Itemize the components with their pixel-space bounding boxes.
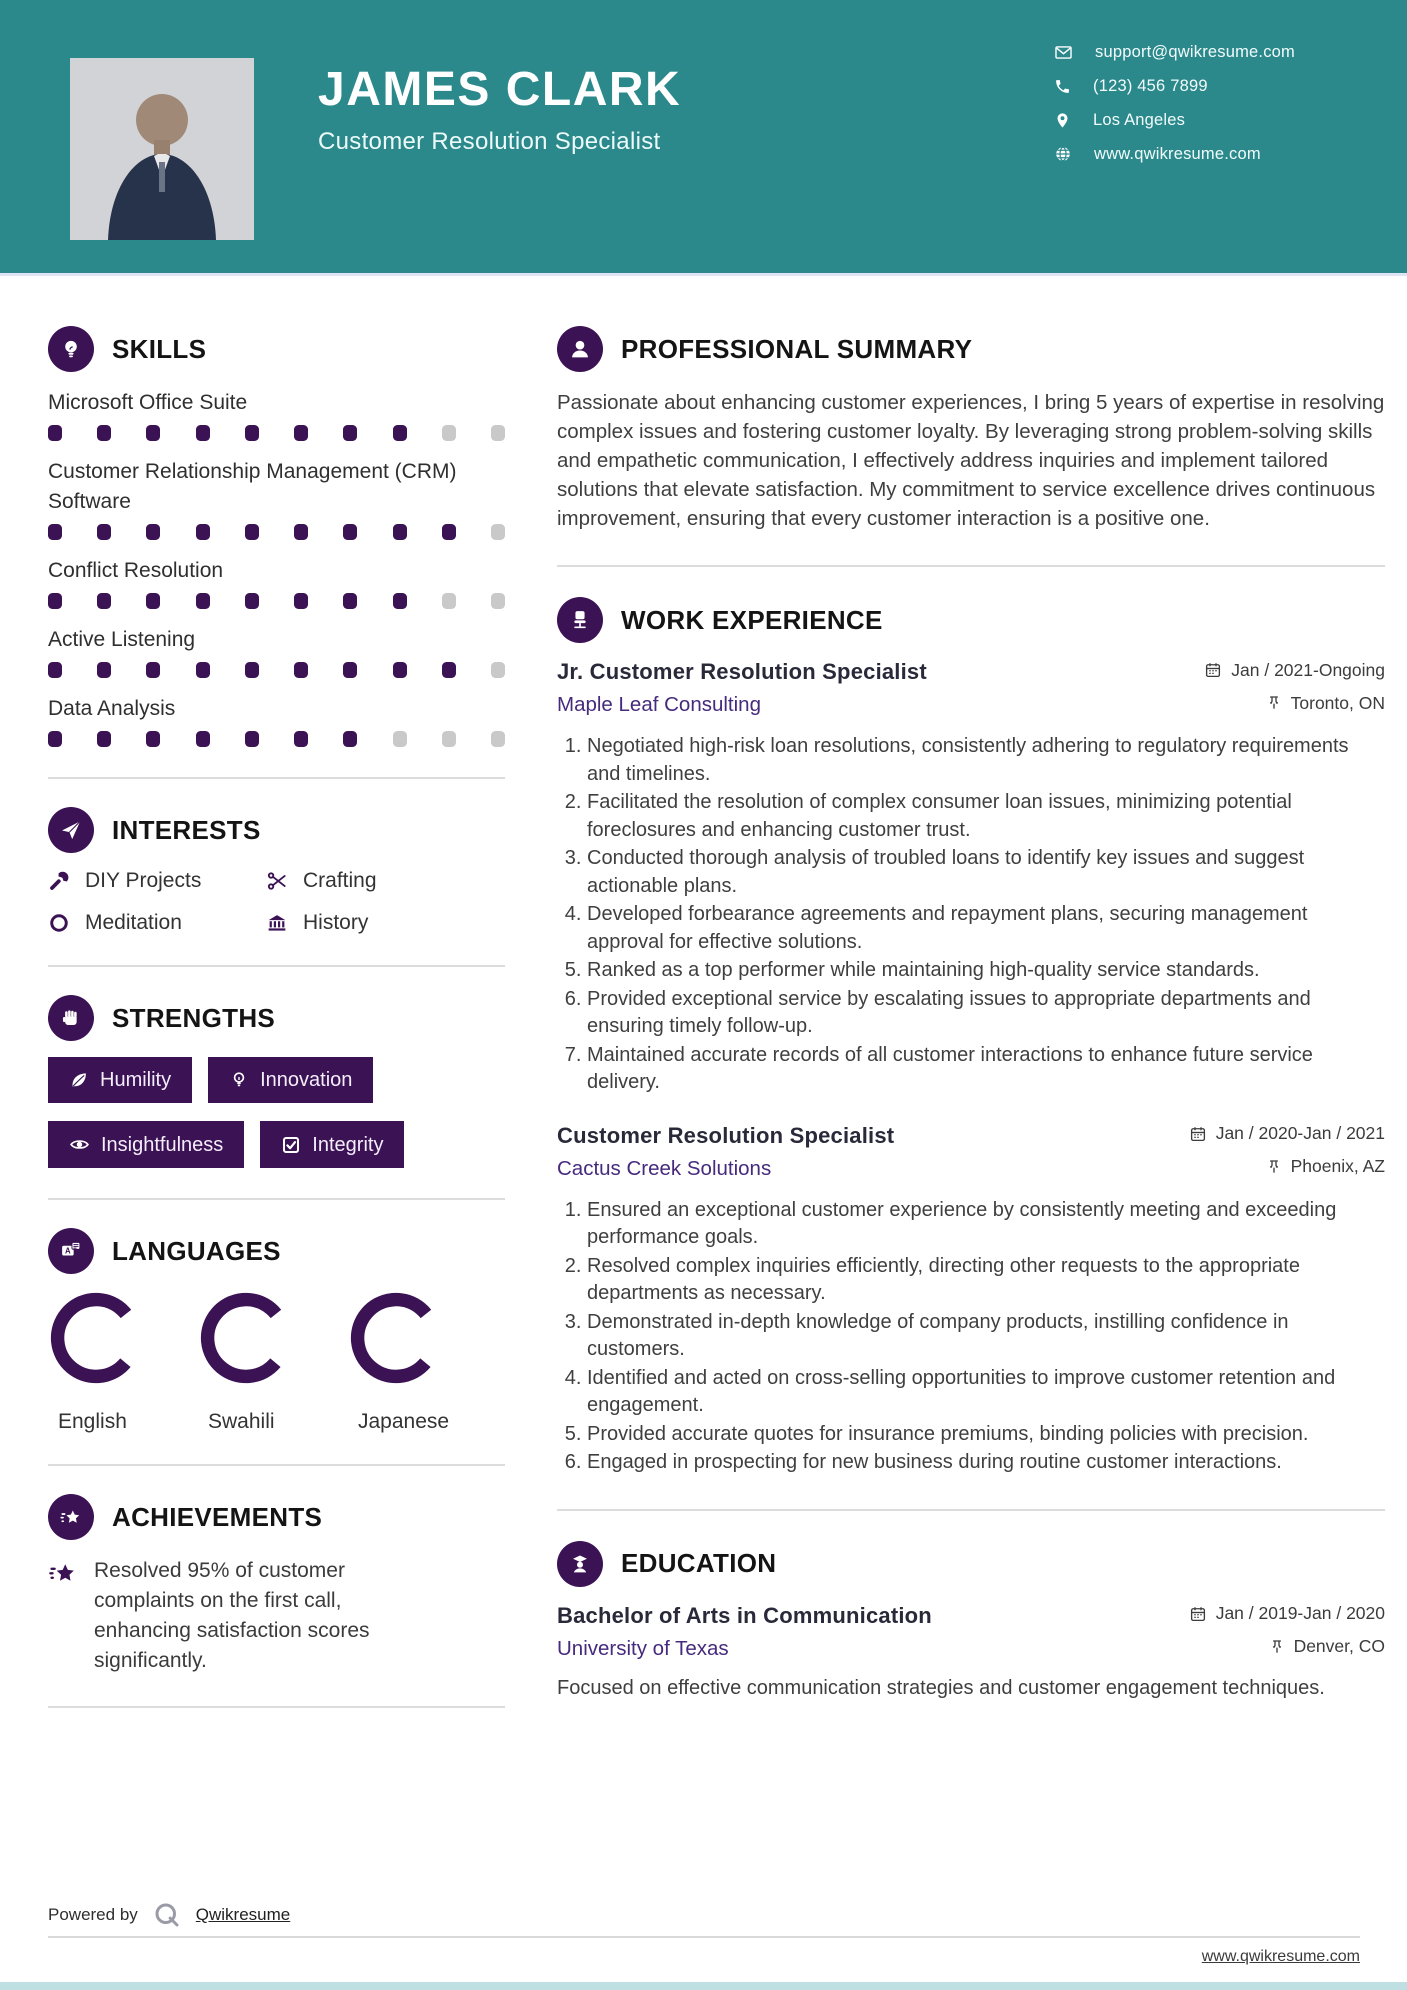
language-item: [48, 1290, 144, 1434]
right-column: [557, 326, 1385, 1736]
eye-icon: [69, 1134, 90, 1155]
calendar-icon: [1189, 1605, 1207, 1623]
qwikresume-logo-icon: [152, 1900, 182, 1930]
summary-text: Passionate about enhancing customer experiences, I bring 5 years of expertise in resolving complex issues and fostering customer loyalty. By leveraging strong problem-solving skills and empathetic communication, I effectively address inquiries and implement tailored solutions that elevate satisfaction. My commitment to service excellence drives continuous improvement, ensuring that every customer interaction is a positive one.: [557, 391, 1385, 530]
level-dot-filled: [196, 524, 210, 540]
calendar-icon: [1204, 661, 1222, 679]
job-bullet: 1. Ensured an exceptional customer experience by consistently meeting and exceeding performance goals.: [587, 1197, 1385, 1252]
level-dot-filled: [48, 593, 62, 609]
pushpin-icon: [1269, 1639, 1285, 1655]
level-dot-empty: [442, 593, 456, 609]
job-entry: [557, 1123, 1385, 1477]
level-dot-filled: [294, 524, 308, 540]
level-dot-empty: [491, 593, 505, 609]
education-section: [557, 1541, 1385, 1703]
interest-label: Crafting: [303, 869, 377, 892]
scissors-icon: [266, 870, 288, 892]
phone-icon: [1054, 78, 1071, 95]
summary-title: PROFESSIONAL SUMMARY: [621, 333, 973, 364]
contact-list: [1054, 42, 1295, 178]
languages-list: [48, 1290, 505, 1434]
level-dot-filled: [343, 593, 357, 609]
education-description: Focused on effective communication strategies and customer engagement techniques.: [557, 1676, 1325, 1699]
education-dates-text: Jan / 2019-Jan / 2020: [1215, 1603, 1385, 1623]
job-location: [1266, 1156, 1385, 1177]
level-dot-filled: [343, 425, 357, 441]
contact-email: [1054, 42, 1295, 62]
contact-email-text: support@qwikresume.com: [1095, 42, 1295, 61]
job-bullet: 1. Negotiated high-risk loan resolutions, consistently adhering to regulatory requirements and timelines.: [587, 733, 1385, 788]
job-dates-text: Jan / 2021-Ongoing: [1231, 659, 1385, 680]
contact-location-text: Los Angeles: [1093, 110, 1186, 129]
footer-website-link[interactable]: www.qwikresume.com: [1201, 1948, 1360, 1965]
languages-title: LANGUAGES: [112, 1235, 281, 1266]
skill-item: [48, 625, 505, 678]
contact-website: [1054, 144, 1295, 164]
skill-label: Conflict Resolution: [48, 559, 224, 582]
job-bullet: 3. Demonstrated in-depth knowledge of company products, instilling confidence in customers.: [587, 1309, 1385, 1364]
candidate-title: Customer Resolution Specialist: [318, 128, 661, 155]
job-dates: [1204, 660, 1385, 681]
level-dot-filled: [196, 425, 210, 441]
level-dot-filled: [146, 662, 160, 678]
qwikresume-link[interactable]: Qwikresume: [195, 1905, 291, 1924]
level-dot-filled: [146, 425, 160, 441]
office-chair-icon: [557, 597, 603, 643]
divider: [48, 1464, 505, 1466]
achievements-title: ACHIEVEMENTS: [112, 1501, 323, 1532]
person-photo-silhouette: [70, 58, 254, 240]
strengths-heading: [48, 995, 505, 1041]
job-location-text: Toronto, ON: [1290, 692, 1385, 713]
level-dot-filled: [245, 662, 259, 678]
powered-by-label: Powered by: [48, 1905, 138, 1924]
level-dot-filled: [48, 731, 62, 747]
circle-icon: [48, 912, 70, 934]
strength-badge: [260, 1121, 404, 1168]
level-dot-filled: [48, 662, 62, 678]
skill-label: Data Analysis: [48, 697, 176, 720]
shooting-star-icon: [48, 1558, 78, 1588]
achievements-section: [48, 1494, 505, 1676]
job-bullet: 3. Conducted thorough analysis of troubled loans to identify key issues and suggest actionable plans.: [587, 845, 1385, 900]
job-location: [1266, 693, 1385, 714]
experience-heading: [557, 597, 1385, 643]
pushpin-icon: [1266, 695, 1282, 711]
strength-label: Integrity: [312, 1133, 384, 1156]
level-dot-filled: [245, 731, 259, 747]
level-dot-filled: [343, 524, 357, 540]
education-entry: [557, 1603, 1385, 1703]
school-name: University of Texas: [557, 1636, 729, 1660]
language-gauge: [348, 1290, 444, 1386]
leaf-icon: [69, 1070, 89, 1090]
job-company: Cactus Creek Solutions: [557, 1156, 772, 1180]
graduate-icon: [557, 1541, 603, 1587]
job-bullet-list: [557, 1197, 1385, 1477]
job-location-text: Phoenix, AZ: [1290, 1156, 1385, 1176]
level-dot-filled: [294, 425, 308, 441]
job-company: Maple Leaf Consulting: [557, 693, 761, 716]
skill-item: [48, 457, 505, 540]
bulb-icon: [229, 1070, 249, 1090]
job-title: Jr. Customer Resolution Specialist: [557, 659, 927, 684]
languages-heading: [48, 1228, 505, 1274]
interests-section: [48, 807, 505, 935]
calendar-icon: [1189, 1125, 1207, 1143]
interests-grid: [48, 869, 505, 935]
strengths-title: STRENGTHS: [112, 1002, 276, 1033]
job-bullet: 2. Resolved complex inquiries efficiently, directing other requests to the appropriate departments as necessary.: [587, 1253, 1385, 1308]
level-dot-filled: [393, 425, 407, 441]
interest-label: DIY Projects: [85, 869, 202, 892]
divider: [557, 1509, 1385, 1511]
level-dot-empty: [393, 731, 407, 747]
strengths-section: [48, 995, 505, 1168]
achievement-item: [48, 1556, 505, 1676]
job-dates: [1189, 1123, 1385, 1144]
level-dot-filled: [245, 425, 259, 441]
skill-label: Active Listening: [48, 628, 196, 651]
education-heading: [557, 1541, 1385, 1587]
candidate-name: JAMES CLARK: [318, 63, 682, 116]
level-dot-filled: [393, 662, 407, 678]
interests-title: INTERESTS: [112, 814, 261, 845]
interests-heading: [48, 807, 505, 853]
education-location: [1269, 1636, 1385, 1657]
shooting-star-icon: [48, 1494, 94, 1540]
language-label: Japanese: [358, 1410, 450, 1433]
divider: [557, 565, 1385, 567]
bottom-accent-strip: [0, 1982, 1407, 1990]
job-bullet: 2. Facilitated the resolution of complex consumer loan issues, minimizing potential foreclosures and enhancing customer trust.: [587, 789, 1385, 844]
checkbox-icon: [281, 1135, 301, 1155]
skill-level-dots: [48, 425, 505, 441]
divider: [48, 1198, 505, 1200]
level-dot-filled: [245, 524, 259, 540]
contact-location: [1054, 110, 1295, 130]
level-dot-empty: [442, 731, 456, 747]
lightbulb-icon: [48, 326, 94, 372]
level-dot-filled: [294, 593, 308, 609]
level-dot-filled: [48, 524, 62, 540]
strength-label: Insightfulness: [101, 1133, 224, 1156]
education-location-text: Denver, CO: [1293, 1636, 1385, 1656]
language-label: English: [58, 1410, 127, 1433]
degree-title: Bachelor of Arts in Communication: [557, 1602, 932, 1628]
interest-item: [266, 911, 505, 935]
level-dot-filled: [393, 593, 407, 609]
content-columns: [0, 276, 1407, 1736]
skill-level-dots: [48, 593, 505, 609]
divider: [48, 777, 505, 779]
museum-icon: [266, 912, 288, 934]
summary-heading: [557, 326, 1385, 372]
divider: [48, 965, 505, 967]
strength-badge: [48, 1057, 192, 1103]
pushpin-icon: [1266, 1159, 1282, 1175]
level-dot-filled: [245, 593, 259, 609]
language-gauge: [48, 1290, 144, 1386]
job-bullet: 4. Developed forbearance agreements and repayment plans, securing management approval for effective solutions.: [587, 901, 1385, 956]
skill-label: Customer Relationship Management (CRM) Software: [48, 460, 457, 513]
experience-title: WORK EXPERIENCE: [621, 604, 883, 635]
skill-level-dots: [48, 731, 505, 747]
language-item: [198, 1290, 294, 1434]
level-dot-filled: [294, 662, 308, 678]
level-dot-filled: [97, 524, 111, 540]
skills-section: [48, 326, 505, 747]
interest-item: [48, 911, 266, 935]
skill-item: [48, 694, 505, 747]
strength-label: Humility: [100, 1069, 172, 1091]
fist-icon: [48, 995, 94, 1041]
interest-label: Meditation: [85, 911, 182, 934]
level-dot-filled: [196, 662, 210, 678]
skill-level-dots: [48, 524, 505, 540]
level-dot-filled: [343, 662, 357, 678]
achievements-heading: [48, 1494, 505, 1540]
level-dot-filled: [48, 425, 62, 441]
globe-icon: [1054, 145, 1072, 163]
level-dot-filled: [442, 524, 456, 540]
job-dates-text: Jan / 2020-Jan / 2021: [1215, 1123, 1385, 1143]
email-icon: [1054, 43, 1073, 62]
wrench-icon: [48, 870, 70, 892]
svg-text:A: A: [65, 1246, 71, 1256]
skills-title: SKILLS: [112, 333, 207, 364]
level-dot-empty: [491, 524, 505, 540]
job-bullet: 4. Identified and acted on cross-selling opportunities to improve customer retention and engagement.: [587, 1365, 1385, 1420]
level-dot-filled: [393, 524, 407, 540]
summary-section: [557, 326, 1385, 533]
job-bullet-list: [557, 733, 1385, 1097]
level-dot-filled: [97, 593, 111, 609]
education-title: EDUCATION: [621, 1548, 777, 1578]
level-dot-filled: [294, 731, 308, 747]
skill-item: [48, 556, 505, 609]
left-column: [48, 326, 505, 1736]
interest-item: [266, 869, 505, 893]
experience-section: [557, 597, 1385, 1477]
language-label: Swahili: [208, 1410, 275, 1433]
interest-item: [48, 869, 266, 893]
job-bullet: 5. Provided accurate quotes for insurance premiums, binding policies with precision.: [587, 1421, 1385, 1449]
skill-item: [48, 388, 505, 441]
level-dot-filled: [97, 425, 111, 441]
divider: [48, 1706, 505, 1708]
language-item: [348, 1290, 450, 1434]
level-dot-filled: [196, 593, 210, 609]
person-icon: [557, 326, 603, 372]
job-bullet: 7. Maintained accurate records of all customer interactions to enhance future service delivery.: [587, 1042, 1385, 1097]
profile-photo: [70, 58, 254, 240]
footer-divider: [48, 1936, 1360, 1938]
job-bullet: 6. Engaged in prospecting for new business during routine customer interactions.: [587, 1449, 1385, 1477]
level-dot-empty: [491, 662, 505, 678]
level-dot-filled: [146, 593, 160, 609]
job-bullet: 5. Ranked as a top performer while maintaining high-quality service standards.: [587, 957, 1385, 985]
level-dot-empty: [442, 425, 456, 441]
strength-badge: [48, 1121, 244, 1168]
contact-phone: [1054, 76, 1295, 96]
achievement-text: Resolved 95% of customer complaints on the first call, enhancing satisfaction scores significantly.: [94, 1559, 370, 1672]
contact-phone-text: (123) 456 7899: [1093, 76, 1208, 95]
level-dot-empty: [491, 425, 505, 441]
level-dot-filled: [196, 731, 210, 747]
contact-website-text: www.qwikresume.com: [1094, 144, 1261, 163]
skills-heading: [48, 326, 505, 372]
strength-badges: [48, 1057, 505, 1168]
paper-plane-icon: [48, 807, 94, 853]
level-dot-empty: [491, 731, 505, 747]
level-dot-filled: [97, 662, 111, 678]
interest-label: History: [303, 911, 369, 934]
footer-branding: [48, 1900, 290, 1930]
location-icon: [1054, 112, 1071, 129]
level-dot-filled: [442, 662, 456, 678]
strength-badge: [208, 1057, 373, 1103]
header-band: [0, 0, 1407, 273]
strength-label: Innovation: [260, 1069, 353, 1091]
name-block: [318, 63, 682, 156]
translate-icon: [48, 1228, 94, 1274]
skill-label: Microsoft Office Suite: [48, 391, 248, 414]
level-dot-filled: [146, 731, 160, 747]
skill-level-dots: [48, 662, 505, 678]
level-dot-filled: [97, 731, 111, 747]
level-dot-filled: [146, 524, 160, 540]
languages-section: [48, 1228, 505, 1434]
job-entry: [557, 659, 1385, 1097]
language-gauge: [198, 1290, 294, 1386]
education-dates: [1189, 1603, 1385, 1624]
job-bullet: 6. Provided exceptional service by escalating issues to appropriate departments and ensuring timely follow-up.: [587, 986, 1385, 1041]
level-dot-filled: [343, 731, 357, 747]
job-title: Customer Resolution Specialist: [557, 1122, 895, 1148]
